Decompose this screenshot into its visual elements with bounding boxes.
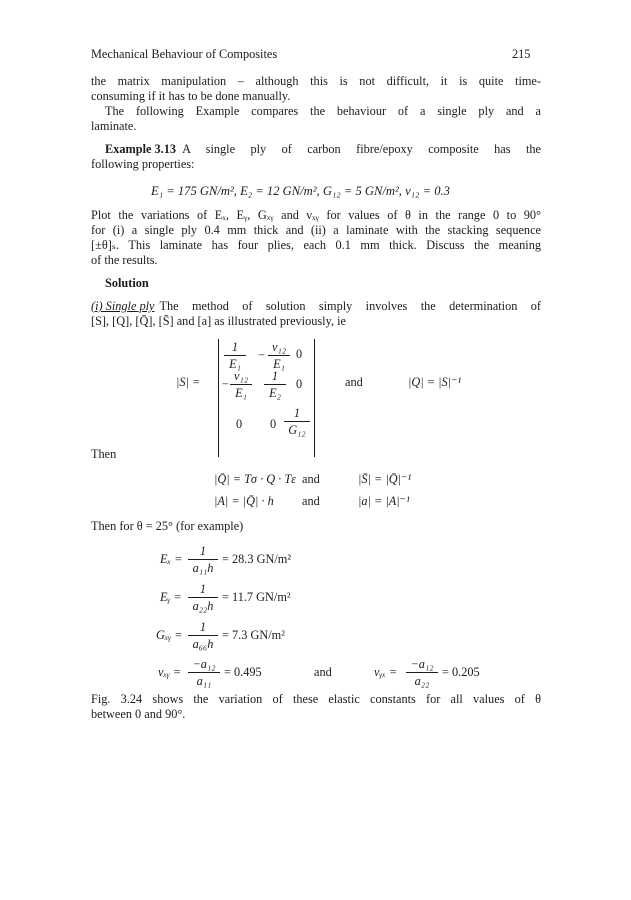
matrix-r2c1: ν₁₂ E₁ [230, 369, 252, 400]
matrix-r2c1-sign: − [222, 377, 229, 391]
ex-lhs: Eₓ = [160, 552, 183, 566]
properties-equation: E₁ = 175 GN/m², E₂ = 12 GN/m², G₁₂ = 5 GN/m², ν₁₂ = 0.3 [151, 184, 450, 198]
then-for-line: Then for θ = 25° (for example) [91, 519, 244, 533]
a-equation: |a| = |A|⁻¹ [358, 494, 410, 508]
q-definition: |Q| = |S|⁻¹ [408, 375, 462, 389]
results-and: and [314, 665, 332, 679]
task-line2: for (i) a single ply 0.4 mm thick and (ii) a laminate with the stacking sequence [91, 223, 541, 237]
single-ply-text: The method of solution simply involves the determination of [159, 299, 541, 313]
gxy-fraction: 1 a₆₆h [188, 620, 218, 651]
closing-line2: between 0 and 90°. [91, 707, 186, 721]
page-number: 215 [512, 47, 531, 61]
vxy-fraction: −a₁₂ a₁₁ [188, 657, 220, 688]
vyx-lhs: νᵧₓ = [374, 665, 398, 679]
single-ply-line [91, 299, 541, 314]
closing-line1: Fig. 3.24 shows the variation of these elastic constants for all values of θ [91, 692, 541, 706]
matrix-r3c2: 0 [270, 417, 277, 431]
task-line4: of the results. [91, 253, 158, 267]
task-line1: Plot the variations of Eₓ, Eᵧ, Gₓᵧ and νₓᵧ for values of θ in the range 0 to 90° [91, 208, 541, 222]
para1-line2: consuming if it has to be done manually. [91, 89, 291, 103]
matrix-r1c1: 1 E₁ [224, 340, 246, 371]
solution-heading: Solution [105, 276, 149, 290]
matrix-left-bar [218, 339, 219, 457]
vyx-fraction: −a₁₂ a₂₂ [406, 657, 438, 688]
gxy-value: = 7.3 GN/m² [222, 628, 285, 642]
example-label: Example 3.13 [105, 142, 177, 156]
single-ply-label: (i) Single ply [91, 299, 155, 313]
qbar-equation: |Q̄| = Tσ · Q · Tε [214, 472, 297, 486]
matrix-r2c3: 0 [296, 377, 303, 391]
para2-line1: The following Example compares the behaviour of a single ply and a [105, 104, 541, 118]
example-line2: following properties: [91, 157, 195, 171]
matrix-s-lhs: |S| = [176, 375, 201, 389]
sbar-equation: |S̄| = |Q̄|⁻¹ [358, 472, 412, 486]
matrix-r1c2-sign: − [258, 348, 265, 362]
matrix-r1c2: ν₁₂ E₁ [268, 340, 290, 371]
vyx-value: = 0.205 [442, 665, 480, 679]
ex-value: = 28.3 GN/m² [222, 552, 292, 566]
running-header: Mechanical Behaviour of Composites [91, 47, 278, 61]
vxy-lhs: νₓᵧ = [158, 665, 182, 679]
then-label: Then [91, 447, 117, 461]
ex-fraction: 1 a₁₁h [188, 544, 218, 575]
ey-value: = 11.7 GN/m² [222, 590, 291, 604]
solution-line2: [S], [Q], [Q̄], [S̄] and [a] as illustrated previously, ie [91, 314, 346, 328]
example-intro: A single ply of carbon fibre/epoxy composite has the [182, 142, 541, 156]
matrix-r3c1: 0 [236, 417, 243, 431]
matrix-right-bar [314, 339, 315, 457]
matrix-r1c3: 0 [296, 347, 303, 361]
matrix-r3c3: 1 G₁₂ [284, 406, 310, 437]
matrix-and: and [345, 375, 363, 389]
gxy-lhs: Gₓᵧ = [156, 628, 183, 642]
and-1: and [302, 472, 320, 486]
matrix-r2c2: 1 E₂ [264, 369, 286, 400]
ey-lhs: Eᵧ = [160, 590, 182, 604]
and-2: and [302, 494, 320, 508]
example-heading-line [105, 142, 541, 157]
ey-fraction: 1 a₂₂h [188, 582, 218, 613]
para2-line2: laminate. [91, 119, 137, 133]
A-equation: |A| = |Q̄| · h [214, 494, 274, 508]
para1-line1: the matrix manipulation – although this is not difficult, it is quite time- [91, 74, 541, 88]
vxy-value: = 0.495 [224, 665, 262, 679]
task-line3: [±θ]ₛ. This laminate has four plies, each 0.1 mm thick. Discuss the meaning [91, 238, 541, 252]
